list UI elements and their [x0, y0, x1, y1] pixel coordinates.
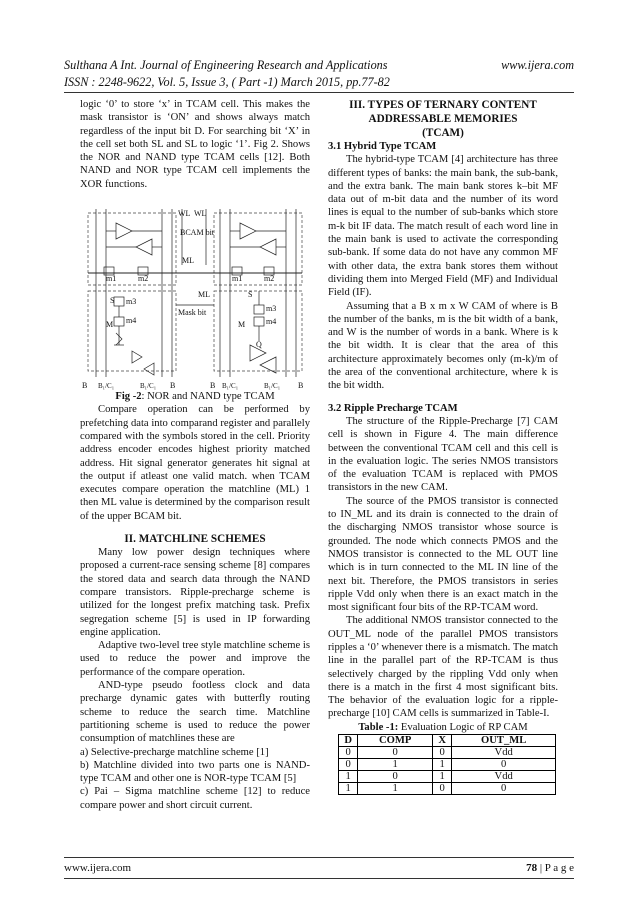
left-column: [80, 98, 310, 812]
fig-label-q: Q: [256, 340, 262, 350]
fig-label-s1: S: [248, 290, 253, 300]
table-caption-label: Table -1:: [358, 721, 399, 733]
fig-label-ml: ML: [198, 290, 210, 300]
table-header-cell: D: [339, 735, 358, 747]
fig-label-bitline: B: [82, 381, 88, 391]
table-cell: 0: [433, 783, 452, 795]
subsection-title: 3.1 Hybrid Type TCAM: [328, 141, 437, 152]
fig-label-bitline: B: [298, 381, 304, 391]
fig-label-m4: m4: [126, 316, 137, 326]
journal-website[interactable]: www.ijera.com: [501, 58, 574, 72]
page-number-suffix: | P a g e: [537, 862, 574, 874]
list-item: a) Selective-precharge matchline scheme [1]: [80, 746, 269, 758]
transistor-m3: [114, 297, 124, 306]
page-number: [526, 862, 574, 874]
table-header-cell: COMP: [358, 735, 433, 747]
fig-label-searchline: B₁/C₁: [264, 382, 281, 391]
table-cell: 1: [339, 783, 358, 795]
page-footer: [64, 857, 574, 879]
table-cell: 1: [358, 783, 433, 795]
inverter-pair-left: [106, 223, 162, 255]
fig-label-searchline: B₁/C₁: [98, 382, 115, 391]
table-cell: 1: [433, 759, 452, 771]
fig-label-searchline: B₁/C₁: [222, 382, 239, 391]
inverter: [116, 223, 132, 239]
section-title: II. MATCHLINE SCHEMES: [124, 533, 266, 546]
fig-label-m2: m2: [138, 274, 149, 284]
list-item: b) Matchline divided into two parts one is NAND-type TCAM and other one is NOR-type TCAM [5]: [80, 759, 310, 785]
fig-label-m: M: [106, 320, 114, 330]
header-rule: [64, 92, 574, 93]
table-cell: 0: [358, 747, 433, 759]
bcam-cell-left-box: [88, 213, 176, 285]
paragraph: Adaptive two-level tree style matchline scheme is used to reduce the power and improve the performance of the compare operation.: [80, 640, 310, 678]
table-cell: 1: [358, 759, 433, 771]
table-cell: 0: [452, 759, 556, 771]
page-header: [64, 57, 574, 93]
inverter: [132, 351, 142, 363]
inverter-pair-right: [230, 223, 286, 255]
figure-caption-label: Fig -2: [115, 391, 142, 403]
table-cell: 0: [433, 747, 452, 759]
transistor-m4: [114, 317, 124, 326]
paragraph: The structure of the Ripple-Precharge [7] CAM cell is shown in Figure 4. The main difference between the conventional TCAM cell and this cell is in the evaluation logic. The series NMOS transistors of the evaluation TCAM is replaced with PMOS transistors in the new CAM.: [328, 415, 558, 494]
table-cell: 1: [339, 771, 358, 783]
fig-label-searchline: B₁/C₁: [140, 382, 157, 391]
inverter: [136, 239, 152, 255]
paragraph: The additional NMOS transistor connected to the OUT_ML node of the parallel PMOS transistors ripples a ‘0’ whenever there is a mismatch. The match line in the parallel part of the RP-TCAM is thus selectively charged by the rippling Vdd only when there is a match in the first 4 most significant bits. The behavior of the evaluation logic for a ripple-precharge [10] CAM cells is summarized in Table-I.: [328, 615, 558, 720]
table-cell: Vdd: [452, 747, 556, 759]
table-header-row: [339, 735, 556, 747]
table-caption: [328, 721, 558, 734]
list-item: c) Pai – Sigma matchline scheme [12] to reduce compare power and short circuit current.: [80, 786, 310, 811]
fig-label-m: M: [238, 320, 246, 330]
table-cell: 0: [452, 783, 556, 795]
footer-website[interactable]: www.ijera.com: [64, 862, 132, 874]
figure-caption-text: : NOR and NAND type TCAM: [141, 391, 275, 403]
table-row: [339, 759, 556, 771]
inverter: [144, 363, 154, 375]
bcam-cell-right-box: [214, 213, 302, 285]
paragraph: Compare operation can be performed by prefetching data into comparand register and parallely compared with the symbols stored in the cell. Priority address encoder encodes highest priority matched address. Hit signal generator generates hit signal at the output if atleast one valid match. when TCAM executes compare operation the matchline (ML) 1 then ML value is determined by the comparison result of the upper BCAM bit.: [80, 404, 310, 522]
table-header-cell: OUT_ML: [452, 735, 556, 747]
table-cell: 0: [339, 759, 358, 771]
mask-cell-right-box: [214, 291, 302, 371]
fig-label-wl: WL: [178, 209, 191, 219]
evaluation-logic-table: [338, 734, 556, 795]
table-cell: 1: [433, 771, 452, 783]
inverter: [260, 357, 276, 373]
section-title: ADDRESSABLE MEMORIES: [368, 113, 518, 125]
fig-label-m1: m1: [232, 274, 243, 284]
fig-label-m2: m2: [264, 274, 275, 284]
fig-label-wl: WL: [194, 209, 207, 219]
table-header-cell: X: [433, 735, 452, 747]
fig-label-bitline: B: [170, 381, 176, 391]
journal-title: Sulthana A Int. Journal of Engineering Research and Applications: [64, 58, 388, 72]
right-column: [328, 98, 558, 795]
subsection-title: 3.2 Ripple Precharge TCAM: [328, 402, 458, 414]
table-cell: 0: [339, 747, 358, 759]
page-number-value: 78: [526, 862, 538, 874]
section-title: (TCAM): [422, 127, 464, 139]
paragraph: AND-type pseudo footless clock and data precharge dynamic gates with butterfly routing scheme to reduce the search time. Matchline partitioning scheme is used to reduce the power consumption of matchlines these are: [80, 680, 310, 745]
fig-label-ml: ML: [182, 256, 194, 266]
fig-label-mask: Mask bit: [178, 308, 207, 318]
fig-label-bitline: B: [210, 381, 216, 391]
paragraph: The hybrid-type TCAM [4] architecture has three different types of banks: the main bank, the sub-bank, and the extra bank. The main bank stores k–bit MF data out of m-bit data and the number of its word lines is equal to the number of sub-banks which store m-k bit IF data. The match result of each word line in the main bank is used to activate the corresponding sub-bank. If some data do not have any common MF with other data, the extra bank stores them without dividing them into Merged Field (MF) and Individual Field (IF).: [328, 154, 558, 299]
paragraph: logic ‘0’ to store ‘x’ in TCAM cell. This makes the mask transistor is ‘ON’ and shows always match regardless of the input bit D. For searching bit ‘X’ in the cell set both SL and SL to logic ‘1’. Fig 2. Shows the NOR and NAND type TCAM cells [12]. Both NAND and NOR type TCAM cell implements the XOR functions.: [80, 99, 310, 190]
paragraph: The source of the PMOS transistor is connected to IN_ML and its drain is connected to the drain of the discharging NMOS transistor whose source is grounded. The node which connects PMOS and the NMOS transistor is connected to the ML OUT line which is in turn connected to the ML IN line of the next bit. Therefore, the PMOS transistors in series ripple Vdd only when there is an exact match in the most significant four bits of the RP-TCAM word.: [328, 495, 558, 614]
transistor-m3: [254, 305, 264, 314]
table-row: [339, 783, 556, 795]
table-cell: 0: [358, 771, 433, 783]
section-title: III. TYPES OF TERNARY CONTENT: [349, 99, 537, 111]
fig-label-s1: S: [110, 296, 115, 306]
table-caption-text: Evaluation Logic of RP CAM: [398, 721, 528, 733]
table-row: [339, 747, 556, 759]
tcam-circuit-diagram: [80, 205, 310, 390]
figure-caption: [80, 390, 310, 403]
fig-label-m4: m4: [266, 317, 277, 327]
paragraph: Many low power design techniques where proposed a current-race sensing scheme [8] compares the stored data and search data through the NAND compare transistors. Ripple-precharge scheme is utilized for the longest prefix matching task. Prefix segregation scheme [5] is used in IP forwarding engine application.: [80, 547, 310, 638]
inverter: [260, 239, 276, 255]
transistor-m4: [254, 317, 264, 326]
paragraph: Assuming that a B x m x W CAM of where is B the number of the banks, m is the bit width of a bank, and W is the number of words in a bank. Where is k the bit width. It is clear that the area of this architecture approximately becomes only (m-k)/m of the area of the conventional architecture, where k is the bit width.: [328, 300, 558, 392]
fig-label-bcam: BCAM bit: [180, 228, 215, 238]
inverter: [240, 223, 256, 239]
table-cell: Vdd: [452, 771, 556, 783]
fig-label-m3: m3: [266, 304, 277, 314]
issn-line: ISSN : 2248-9622, Vol. 5, Issue 3, ( Part -1) March 2015, pp.77-82: [64, 75, 390, 89]
fig-label-m3: m3: [126, 297, 137, 307]
fig-label-m1: m1: [106, 274, 117, 284]
table-row: [339, 771, 556, 783]
figure-2: [80, 205, 310, 390]
